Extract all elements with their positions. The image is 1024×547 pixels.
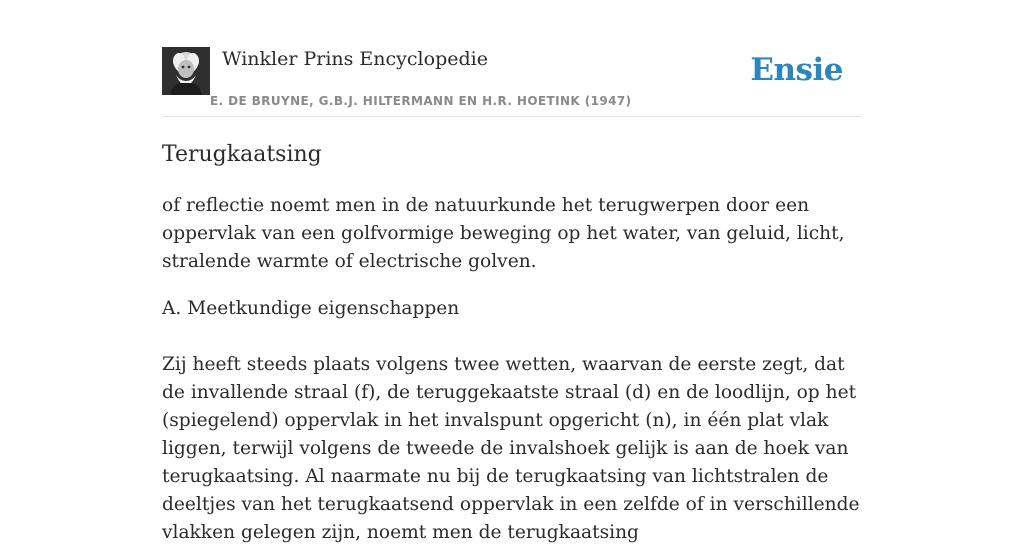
article-paragraph-1: of reflectie noemt men in de natuurkunde het terugwerpen door een oppervlak van een golfvormige beweging op het water, van geluid, licht, stralende warmte of electrische golven. [162, 195, 845, 272]
book-title[interactable]: Winkler Prins Encyclopedie [222, 48, 488, 70]
article-title: Terugkaatsing [162, 142, 322, 167]
article-subheading: A. Meetkundige eigenschappen [162, 298, 460, 319]
ensie-logo[interactable]: Ensie [750, 52, 843, 88]
page-header [162, 0, 862, 117]
book-authors: E. DE BRUYNE, G.B.J. HILTERMANN EN H.R. HOETINK (1947) [210, 94, 632, 108]
author-avatar-icon[interactable] [162, 47, 210, 95]
article-page [162, 0, 862, 543]
article-paragraph-2: Zij heeft steeds plaats volgens twee wetten, waarvan de eerste zegt, dat de invallende straal (f), de teruggekaatste straal (d) en de loodlijn, op het (spiegelend) oppervlak in het invalspunt opgericht (n), in één plat vlak liggen, terwijl volgens de tweede de invalshoek gelijk is aan de hoek van terugkaatsing. Al naarmate nu bij de terugkaatsing van lichtstralen de deeltjes van het terugkaatsend oppervlak in een zelfde of in verschillende vlakken gelegen zijn, noemt men de terugkaatsing [162, 354, 860, 543]
